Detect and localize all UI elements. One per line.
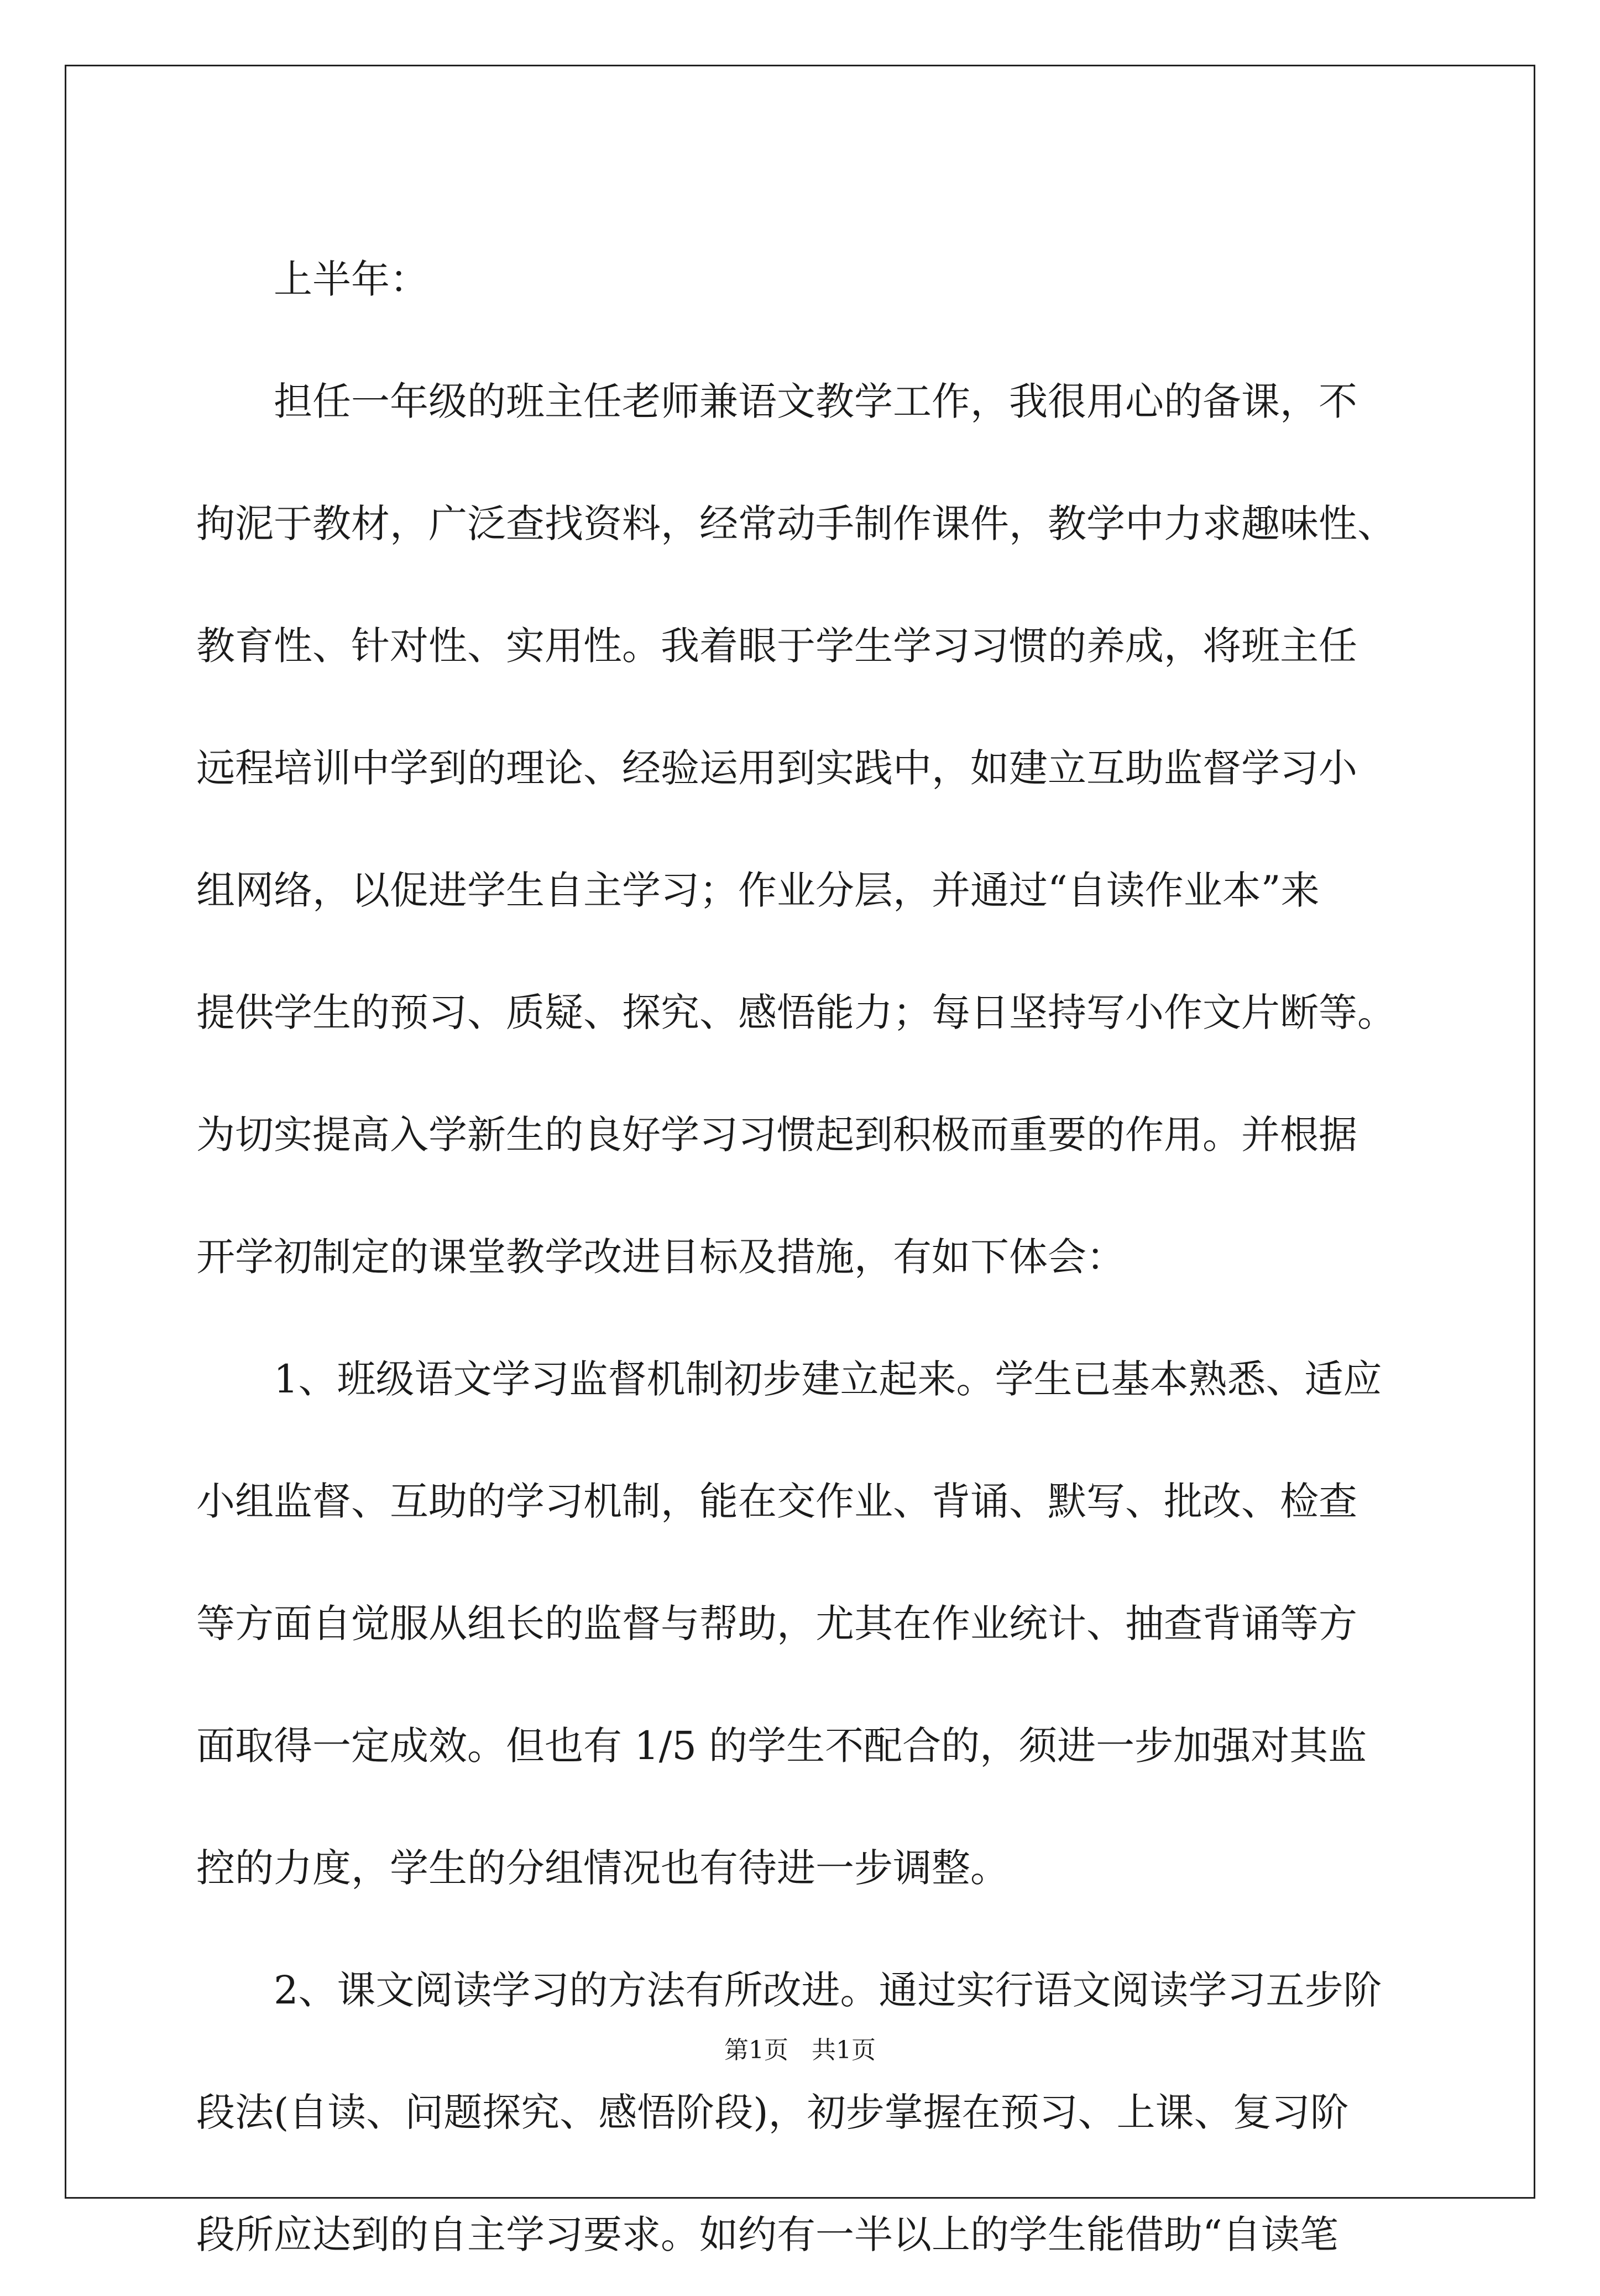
document-body xyxy=(196,218,1426,2296)
text-line: 教育性、针对性、实用性。我着眼于学生学习习惯的养成，将班主任 xyxy=(196,623,1357,669)
text-line: 为切实提高入学新生的良好学习习惯起到积极而重要的作用。并根据 xyxy=(196,1112,1357,1157)
text-line: 等方面自觉服从组长的监督与帮助，尤其在作业统计、抽查背诵等方 xyxy=(196,1601,1357,1646)
text-line: 远程培训中学到的理论、经验运用到实践中，如建立互助监督学习小 xyxy=(196,745,1357,791)
text-line: 提供学生的预习、质疑、探究、感悟能力；每日坚持写小作文片断等。 xyxy=(196,990,1396,1035)
text-line: 段法(自读、问题探究、感悟阶段)，初步掌握在预习、上课、复习阶 xyxy=(196,2090,1349,2135)
text-line: 1、班级语文学习监督机制初步建立起来。学生已基本熟悉、适应 xyxy=(274,1356,1382,1402)
text-line: 段所应达到的自主学习要求。如约有一半以上的学生能借助“自读笔 xyxy=(196,2212,1338,2257)
page-number-footer: 第1页 共1页 xyxy=(724,2036,876,2064)
section-heading: 上半年： xyxy=(274,257,428,302)
text-line: 组网络，以促进学生自主学习；作业分层，并通过“自读作业本”来 xyxy=(196,868,1320,913)
text-line: 小组监督、互助的学习机制，能在交作业、背诵、默写、批改、检查 xyxy=(196,1479,1357,1524)
text-line: 面取得一定成效。但也有 1/5 的学生不配合的，须进一步加强对其监 xyxy=(196,1723,1367,1768)
text-line: 担任一年级的班主任老师兼语文教学工作，我很用心的备课，不 xyxy=(274,379,1357,424)
text-line: 2、课文阅读学习的方法有所改进。通过实行语文阅读学习五步阶 xyxy=(274,1968,1382,2013)
text-line: 开学初制定的课堂教学改进目标及措施，有如下体会： xyxy=(196,1234,1125,1280)
text-line: 拘泥于教材，广泛查找资料，经常动手制作课件，教学中力求趣味性、 xyxy=(196,501,1396,546)
text-line: 控的力度，学生的分组情况也有待进一步调整。 xyxy=(196,1845,1009,1891)
